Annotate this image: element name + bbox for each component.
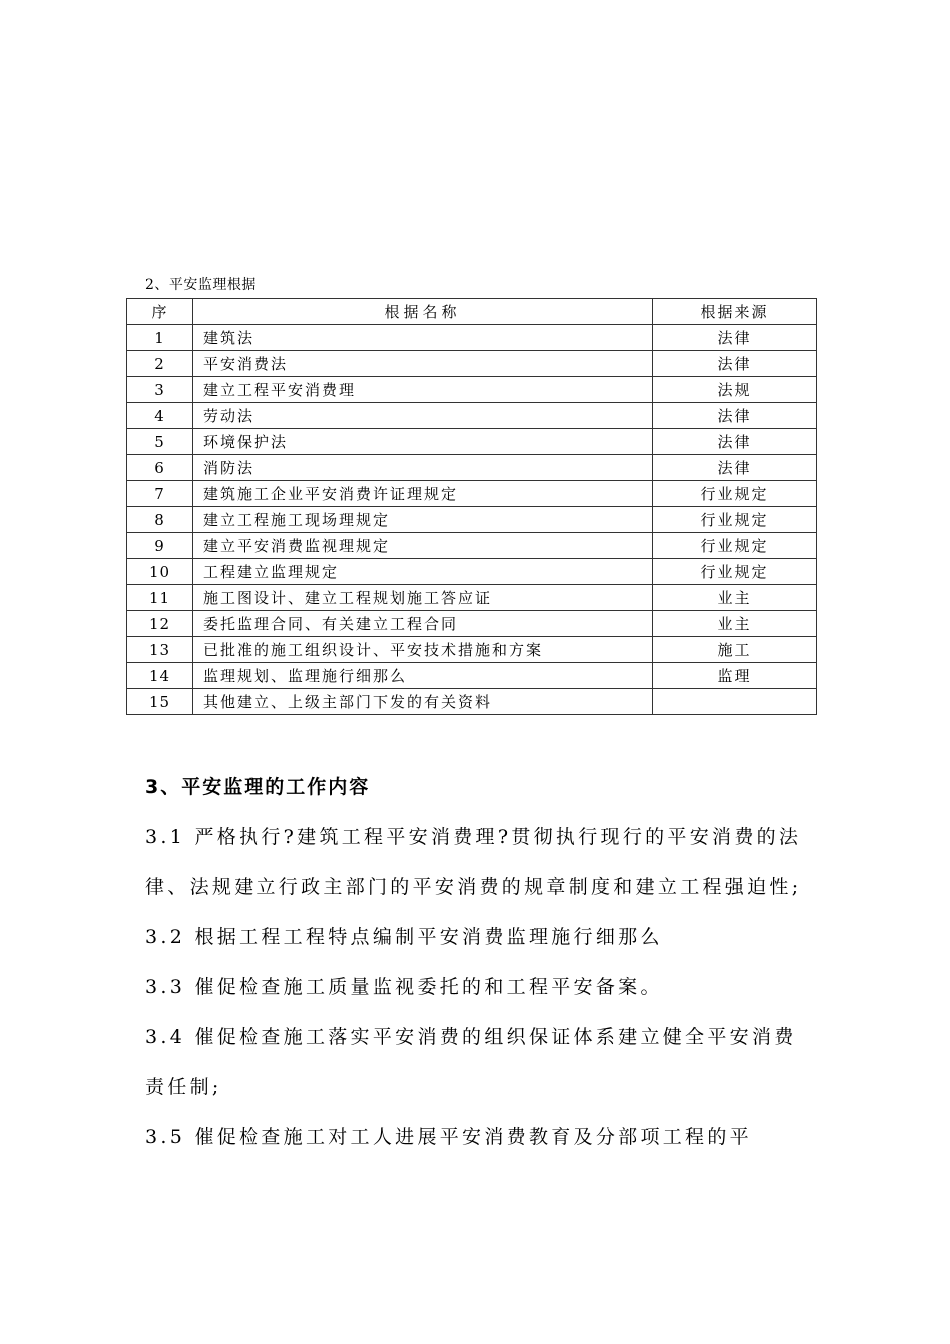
table-row xyxy=(127,585,817,611)
row-source: 法律 xyxy=(653,403,817,429)
header-source: 根据来源 xyxy=(653,299,817,325)
paragraph: 3.2 根据工程工程特点编制平安消费监理施行细那么 xyxy=(145,926,663,948)
row-num: 8 xyxy=(127,507,193,533)
row-num: 4 xyxy=(127,403,193,429)
row-num: 15 xyxy=(127,689,193,715)
row-num: 7 xyxy=(127,481,193,507)
section-heading: 3、平安监理的工作内容 xyxy=(145,776,371,798)
row-source: 监理 xyxy=(653,663,817,689)
table-row xyxy=(127,533,817,559)
row-source: 行业规定 xyxy=(653,533,817,559)
table-row xyxy=(127,481,817,507)
row-name: 劳动法 xyxy=(193,403,653,429)
table-row xyxy=(127,663,817,689)
paragraph: 3.5 催促检查施工对工人进展平安消费教育及分部项工程的平 xyxy=(145,1126,752,1148)
row-name: 其他建立、上级主部门下发的有关资料 xyxy=(193,689,653,715)
row-name: 监理规划、监理施行细那么 xyxy=(193,663,653,689)
row-name: 建立工程平安消费理 xyxy=(193,377,653,403)
header-num: 序 xyxy=(127,299,193,325)
row-name: 施工图设计、建立工程规划施工答应证 xyxy=(193,585,653,611)
row-name: 建立工程施工现场理规定 xyxy=(193,507,653,533)
row-name: 环境保护法 xyxy=(193,429,653,455)
row-num: 13 xyxy=(127,637,193,663)
table-row xyxy=(127,611,817,637)
paragraph: 3.1 严格执行?建筑工程平安消费理?贯彻执行现行的平安消费的法律、法规建立行政主部门的平安消费的规章制度和建立工程强迫性; xyxy=(145,826,802,898)
table-row xyxy=(127,507,817,533)
table-row xyxy=(127,455,817,481)
table-row xyxy=(127,403,817,429)
paragraph: 3.4 催促检查施工落实平安消费的组织保证体系建立健全平安消费责任制; xyxy=(145,1026,797,1098)
header-name: 根据名称 xyxy=(193,299,653,325)
table-row xyxy=(127,559,817,585)
row-source: 法律 xyxy=(653,429,817,455)
row-source xyxy=(653,689,817,715)
table-row xyxy=(127,637,817,663)
row-num: 2 xyxy=(127,351,193,377)
row-name: 工程建立监理规定 xyxy=(193,559,653,585)
row-source: 法律 xyxy=(653,455,817,481)
row-source: 法律 xyxy=(653,351,817,377)
row-name: 消防法 xyxy=(193,455,653,481)
table-row xyxy=(127,689,817,715)
basis-table xyxy=(126,298,817,715)
row-name: 建立平安消费监视理规定 xyxy=(193,533,653,559)
row-source: 业主 xyxy=(653,585,817,611)
row-source: 业主 xyxy=(653,611,817,637)
row-name: 建筑法 xyxy=(193,325,653,351)
row-source: 施工 xyxy=(653,637,817,663)
row-name: 建筑施工企业平安消费许证理规定 xyxy=(193,481,653,507)
row-source: 行业规定 xyxy=(653,481,817,507)
row-name: 已批准的施工组织设计、平安技术措施和方案 xyxy=(193,637,653,663)
row-num: 10 xyxy=(127,559,193,585)
paragraph: 3.3 催促检查施工质量监视委托的和工程平安备案。 xyxy=(145,976,663,998)
table-row xyxy=(127,377,817,403)
row-name: 平安消费法 xyxy=(193,351,653,377)
row-source: 行业规定 xyxy=(653,559,817,585)
row-num: 11 xyxy=(127,585,193,611)
row-num: 12 xyxy=(127,611,193,637)
row-num: 6 xyxy=(127,455,193,481)
section-body xyxy=(145,812,813,1162)
row-num: 5 xyxy=(127,429,193,455)
row-source: 法律 xyxy=(653,325,817,351)
table-row xyxy=(127,429,817,455)
table-header-row xyxy=(127,299,817,325)
row-num: 1 xyxy=(127,325,193,351)
table-caption: 2、平安监理根据 xyxy=(145,277,256,293)
table-row xyxy=(127,351,817,377)
table-row xyxy=(127,325,817,351)
row-num: 9 xyxy=(127,533,193,559)
row-num: 3 xyxy=(127,377,193,403)
row-source: 行业规定 xyxy=(653,507,817,533)
row-source: 法规 xyxy=(653,377,817,403)
row-num: 14 xyxy=(127,663,193,689)
row-name: 委托监理合同、有关建立工程合同 xyxy=(193,611,653,637)
